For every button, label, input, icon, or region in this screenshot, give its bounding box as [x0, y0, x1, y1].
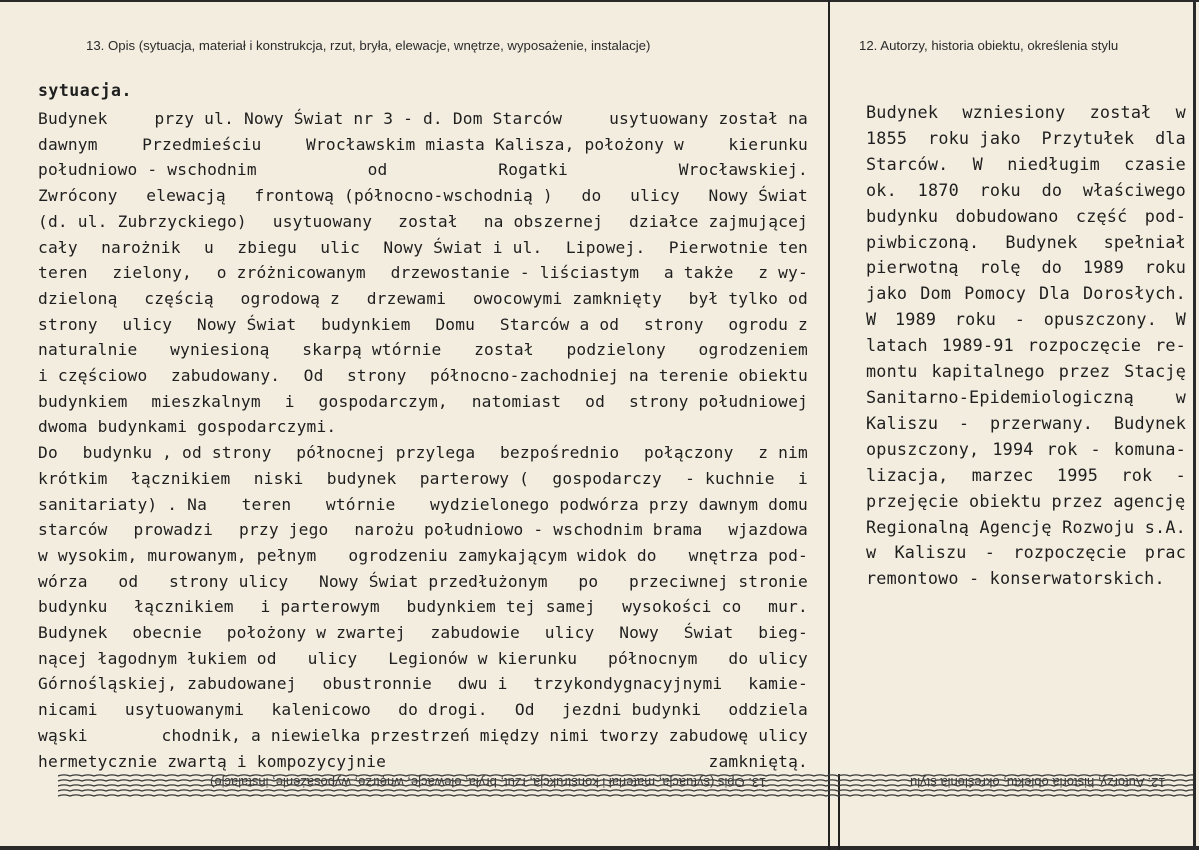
- history-word: Budynek: [866, 102, 939, 122]
- history-word: roku jako: [928, 127, 1021, 148]
- description-line: [38, 183, 808, 209]
- history-word: Budynek: [1005, 231, 1078, 252]
- description-word: mieszkalnym: [151, 391, 261, 411]
- history-word: w: [866, 542, 877, 563]
- history-line: [866, 540, 1186, 566]
- description-word: i parterowym: [260, 597, 380, 617]
- description-line: [38, 697, 808, 723]
- description-word: narożnik: [101, 237, 181, 257]
- description-line: [38, 209, 808, 235]
- description-word: nącej łagodnym łukiem od: [38, 648, 277, 668]
- history-word: roku: [1144, 257, 1186, 278]
- description-word: nicami: [38, 700, 98, 720]
- description-line: [38, 492, 808, 518]
- description-word: przy ul. Nowy Świat nr 3 - d. Dom Starców: [154, 109, 563, 128]
- history-word: roku: [979, 179, 1021, 200]
- history-word: wzniesiony: [962, 102, 1066, 122]
- description-word: zielony,: [112, 263, 192, 283]
- description-line: [38, 440, 808, 466]
- history-word: 1989: [1082, 257, 1125, 278]
- description-word: łącznikiem: [134, 597, 234, 617]
- description-word: północnym: [608, 648, 698, 668]
- description-line: [38, 671, 808, 697]
- history-word: montu: [866, 361, 918, 382]
- history-word: do: [1041, 179, 1063, 200]
- right-border: [1193, 0, 1196, 850]
- description-word: podzielony: [566, 340, 666, 360]
- description-word: i: [797, 468, 808, 488]
- history-word: kapitalnego: [931, 361, 1045, 382]
- description-word: północno-zachodniej na terenie obiektu: [430, 366, 808, 386]
- history-word: Dorosłych.: [1082, 283, 1186, 304]
- history-word: Pomocy: [964, 283, 1026, 304]
- history-word: Kaliszu: [894, 542, 967, 563]
- history-word: komuna-: [1113, 438, 1186, 459]
- description-word: przy jego: [238, 520, 329, 540]
- history-word: latach: [866, 335, 928, 356]
- history-word: W: [972, 153, 983, 174]
- description-word: z wy-: [758, 263, 808, 283]
- description-word: naturalnie: [38, 340, 138, 360]
- description-word: strony: [643, 314, 704, 334]
- description-word: Nowy Świat: [196, 314, 297, 334]
- history-word: -: [984, 542, 996, 563]
- history-word: piwbiczoną.: [866, 231, 980, 252]
- history-word: dobudowano: [955, 205, 1059, 226]
- history-word: W: [866, 309, 877, 330]
- description-word: budynkiem: [321, 314, 411, 334]
- description-word: prowadzi: [133, 520, 214, 540]
- description-word: natomiast: [471, 391, 562, 411]
- description-word: działce zajmującej: [628, 211, 808, 231]
- history-word: 1995: [1056, 464, 1099, 485]
- description-word: dwu i: [457, 674, 508, 694]
- description-word: teren: [241, 494, 292, 514]
- description-word: i: [284, 391, 295, 411]
- history-word: -: [1014, 309, 1026, 330]
- description-line: [38, 337, 808, 363]
- description-word: kamie-: [748, 674, 808, 694]
- history-word: W: [1175, 309, 1186, 330]
- description-word: w wysokim, murowanym, pełnym: [38, 545, 317, 565]
- description-word: gospodarczym,: [318, 391, 448, 411]
- description-word: gospodarczy: [552, 468, 662, 488]
- description-word: Starców a od: [499, 314, 620, 334]
- description-word: po: [578, 571, 599, 591]
- history-line: [866, 566, 1186, 592]
- history-word: rok: [1046, 438, 1078, 459]
- history-line: [866, 152, 1186, 178]
- history-word: 1870: [917, 179, 959, 200]
- history-line: [866, 489, 1186, 515]
- section-13-header: 13. Opis (sytuacja, materiał i konstrukcja, rzut, bryła, elewacje, wnętrze, wyposażenie, instalacje): [86, 38, 651, 53]
- description-word: Do: [38, 443, 58, 463]
- description-word: Nowy Świat i ul.: [383, 237, 543, 257]
- history-word: Sanitarno-Epidemiologiczną: [866, 386, 1134, 407]
- description-word: Zwrócony: [38, 186, 118, 206]
- description-word: krótkim: [38, 468, 108, 488]
- description-word: obecnie: [132, 623, 202, 643]
- description-word: budynek: [326, 468, 397, 488]
- description-line: [38, 389, 808, 415]
- description-line: [38, 620, 808, 646]
- description-word: strony: [346, 366, 407, 386]
- history-word: przez: [1058, 361, 1111, 382]
- history-line: [866, 437, 1186, 463]
- description-word: i częściowo: [38, 366, 148, 386]
- history-word: roku: [954, 309, 997, 330]
- history-word: rozpoczęcie: [1013, 542, 1127, 563]
- history-word: marzec: [971, 464, 1034, 485]
- history-word: Stację: [1124, 361, 1186, 382]
- description-word: zamkniętą.: [708, 751, 808, 771]
- description-word: chodnik, a niewielka przestrzeń między nimi tworzy zabudowę ulicy: [161, 725, 808, 745]
- history-line: [866, 126, 1186, 152]
- description-word: owocowymi zamknięty: [472, 288, 662, 308]
- history-line: [866, 359, 1186, 385]
- history-word: właściwego: [1082, 179, 1186, 200]
- description-word: częścią: [144, 288, 214, 308]
- description-word: Domu: [435, 314, 476, 334]
- description-word: frontową (północno-wschodnią ): [254, 186, 553, 206]
- description-line: [38, 260, 808, 286]
- wave-line: [58, 790, 1193, 791]
- description-line: [38, 723, 808, 749]
- history-word: 1994: [992, 438, 1034, 459]
- history-word: w: [1175, 102, 1186, 122]
- description-line: [38, 157, 808, 183]
- description-line: [38, 106, 808, 132]
- description-word: położony w zwartej: [226, 623, 406, 643]
- history-word: 1855: [866, 127, 908, 148]
- description-word: Wrocławskiej.: [678, 160, 808, 180]
- description-word: Rogatki: [498, 160, 568, 180]
- description-line: [38, 569, 808, 595]
- description-word: Przedmieściu: [142, 134, 262, 154]
- history-word: jako: [866, 283, 908, 304]
- description-line: [38, 543, 808, 569]
- history-line: [866, 333, 1186, 359]
- description-word: ulic: [320, 237, 361, 257]
- description-word: niski: [253, 468, 304, 488]
- description-word: od: [367, 160, 388, 180]
- description-word: budynku , od strony: [82, 443, 272, 463]
- description-word: był tylko od: [688, 288, 808, 308]
- history-word: pod-: [1144, 205, 1186, 226]
- description-line: [38, 414, 808, 440]
- top-border: [0, 0, 1199, 2]
- description-word: ulicy: [122, 314, 173, 334]
- history-word: część: [1075, 205, 1128, 226]
- description-word: do: [581, 186, 602, 206]
- history-word: rok: [1121, 464, 1153, 485]
- description-word: narożu południowo - wschodnim brama: [354, 520, 703, 540]
- history-word: opuszczony,: [866, 438, 980, 459]
- mirrored-header-12: 12. Autorzy, historia obiektu, określenia stylu: [910, 775, 1166, 790]
- history-word: Starców.: [866, 153, 949, 174]
- description-word: budynkiem: [38, 391, 128, 411]
- history-line: [866, 230, 1186, 256]
- description-word: ulicy: [544, 623, 595, 643]
- description-word: wydzielonego podwórza przy dawnym domu: [430, 494, 808, 514]
- description-line: [38, 132, 808, 158]
- description-word: ogrodu z: [728, 314, 808, 334]
- description-word: Górnośląskiej, zabudowanej: [38, 674, 297, 694]
- history-column: [866, 100, 1186, 592]
- description-word: Nowy Świat przedłużonym: [318, 571, 548, 591]
- description-word: do drogi.: [398, 700, 488, 720]
- description-word: strony: [38, 314, 98, 334]
- description-word: (d. ul. Zubrzyckiego): [38, 211, 247, 231]
- description-text: [38, 106, 808, 774]
- history-word: niedługim: [1007, 153, 1100, 174]
- description-word: wórza: [38, 571, 88, 591]
- description-word: kalenicowo: [271, 700, 371, 720]
- description-word: budynku: [38, 597, 108, 617]
- description-word: trzykondygnacyjnymi: [533, 674, 723, 694]
- description-word: skarpą wtórnie: [302, 340, 442, 360]
- description-word: łącznikiem: [130, 468, 231, 488]
- history-line: [866, 178, 1186, 204]
- history-line: [866, 204, 1186, 230]
- history-word: Rozwoju: [1062, 516, 1135, 537]
- history-word: -: [958, 412, 970, 433]
- history-word: przerwany.: [990, 412, 1094, 433]
- history-line: [866, 385, 1186, 411]
- description-word: północnej przylega: [296, 443, 476, 463]
- history-word: -: [1175, 464, 1186, 485]
- description-word: wnętrza pod-: [688, 545, 808, 565]
- description-word: Od: [514, 700, 535, 720]
- description-word: hermetycznie zwartą i kompozycyjnie: [38, 751, 387, 771]
- history-word: 1989: [894, 309, 937, 330]
- description-word: oddziela: [728, 700, 808, 720]
- description-word: do ulicy: [728, 648, 808, 668]
- history-word: do: [1041, 257, 1063, 278]
- description-word: ogrodzeniem: [698, 340, 808, 360]
- description-word: usytuowany: [272, 211, 373, 231]
- description-line: [38, 466, 808, 492]
- description-word: bieg-: [758, 623, 808, 643]
- history-word: re-: [1155, 335, 1186, 356]
- history-line: [866, 281, 1186, 307]
- history-word: -: [1090, 438, 1101, 459]
- history-line: [866, 307, 1186, 333]
- history-line: [866, 411, 1186, 437]
- description-word: o zróżnicowanym: [216, 263, 366, 283]
- description-word: wyniesioną: [170, 340, 270, 360]
- description-word: ogrodzeniu zamykającym widok do: [348, 545, 657, 565]
- history-word: rozpoczęcie: [1027, 335, 1142, 356]
- history-word: dla: [1155, 127, 1186, 148]
- description-word: Pierwotnie ten: [668, 237, 808, 257]
- wave-line: [58, 795, 1193, 796]
- description-line: [38, 594, 808, 620]
- description-word: sanitariaty) . Na: [38, 494, 208, 514]
- description-word: południowo - wschodnim: [38, 160, 257, 180]
- description-line: [38, 312, 808, 338]
- history-word: przejęcie obiektu przez agencję: [866, 490, 1186, 511]
- description-word: został: [398, 211, 458, 231]
- history-word: 1989-91: [941, 335, 1014, 356]
- description-word: strony południowej: [628, 391, 808, 411]
- description-word: mur.: [768, 597, 808, 617]
- description-word: elewacją: [146, 186, 226, 206]
- description-word: Nowy: [619, 623, 659, 643]
- history-word: Dla: [1039, 283, 1070, 304]
- history-word: rolę: [979, 257, 1021, 278]
- description-word: obustronnie: [322, 674, 432, 694]
- description-word: od: [118, 571, 139, 591]
- history-word: spełniał: [1103, 231, 1186, 252]
- bottom-border: [0, 846, 1199, 850]
- description-word: dawnym: [38, 134, 98, 154]
- description-word: u: [204, 237, 214, 257]
- history-word: pierwotną: [866, 257, 959, 278]
- description-word: ogrodową z: [240, 288, 341, 308]
- history-word: lizacja,: [866, 464, 949, 485]
- description-word: ulicy: [630, 186, 680, 206]
- description-line: [38, 363, 808, 389]
- description-word: strony ulicy: [168, 571, 289, 591]
- description-word: przeciwnej stronie: [628, 571, 808, 591]
- history-word: Kaliszu: [866, 412, 939, 433]
- description-word: Budynek: [38, 623, 108, 643]
- description-word: zabudowany.: [170, 366, 281, 386]
- history-line: [866, 100, 1186, 126]
- description-word: wąski: [38, 725, 88, 745]
- description-word: wysokości co: [622, 597, 742, 617]
- description-word: parterowy (: [419, 468, 530, 488]
- history-word: prac: [1144, 542, 1186, 563]
- history-word: s.A.: [1144, 516, 1186, 537]
- description-word: teren: [38, 263, 88, 283]
- history-word: został: [1089, 102, 1152, 122]
- section-12-header: 12. Autorzy, historia obiektu, określenia stylu: [859, 38, 1119, 53]
- description-word: Legionów w kierunku: [388, 648, 578, 668]
- description-word: jezdni budynki: [561, 700, 702, 720]
- description-word: połączony: [644, 443, 734, 463]
- description-word: bezpośrednio: [499, 443, 620, 463]
- description-word: został: [474, 340, 534, 360]
- subsection-title: sytuacja.: [38, 81, 132, 100]
- description-word: zabudowie: [430, 623, 520, 643]
- history-text: [866, 100, 1186, 592]
- history-word: Dom: [920, 283, 952, 304]
- description-line: [38, 235, 808, 261]
- history-line: [866, 515, 1186, 541]
- history-word: opuszczony.: [1043, 309, 1158, 330]
- description-word: wtórnie: [325, 494, 396, 514]
- description-column: [38, 78, 808, 774]
- description-word: od: [585, 391, 606, 411]
- description-word: Wrocławskim miasta Kalisza, położony w: [305, 134, 684, 154]
- description-word: usytuowanymi: [124, 700, 245, 720]
- description-line: [38, 517, 808, 543]
- mirrored-header-13: 13. Opis (sytuacja, materiał i konstrukcja, rzut, bryła, elewacje, wnętrze, wyposażenie, instalacje): [210, 775, 767, 790]
- column-divider: [828, 0, 830, 850]
- history-word: Budynek: [1113, 412, 1186, 433]
- description-word: - kuchnie: [685, 468, 775, 488]
- description-word: Świat: [683, 623, 734, 643]
- history-word: Regionalną: [866, 516, 970, 537]
- description-line: [38, 286, 808, 312]
- history-word: remontowo - konserwatorskich.: [866, 568, 1165, 589]
- history-line: [866, 255, 1186, 281]
- description-word: Lipowej.: [565, 237, 646, 257]
- description-word: a także: [663, 263, 734, 283]
- description-word: wjazdowa: [728, 520, 808, 540]
- description-word: ulicy: [307, 648, 358, 668]
- description-word: budynkiem tej samej: [406, 597, 596, 617]
- description-line: [38, 646, 808, 672]
- history-word: Agencję: [979, 516, 1052, 537]
- history-word: czasie: [1124, 153, 1186, 174]
- description-word: starców: [38, 520, 108, 540]
- description-word: drzewostanie - liściastym: [390, 263, 640, 283]
- history-word: budynku: [866, 205, 939, 226]
- history-word: Przytułek: [1041, 127, 1135, 148]
- description-word: z nim: [758, 443, 808, 463]
- description-word: drzewami: [366, 288, 447, 308]
- description-word: Nowy Świat: [708, 186, 808, 206]
- description-word: Budynek: [38, 109, 108, 128]
- description-word: usytuowany został na: [609, 109, 808, 128]
- history-word: w: [1175, 386, 1186, 407]
- history-word: ok.: [866, 179, 897, 200]
- description-word: dzieloną: [38, 288, 118, 308]
- description-word: na obszernej: [483, 211, 604, 231]
- description-word: cały: [38, 237, 78, 257]
- description-word: zbiegu: [237, 237, 297, 257]
- description-word: kierunku: [728, 134, 808, 154]
- description-word: dwoma budynkami gospodarczymi.: [38, 417, 337, 437]
- description-word: Od: [303, 366, 324, 386]
- history-line: [866, 463, 1186, 489]
